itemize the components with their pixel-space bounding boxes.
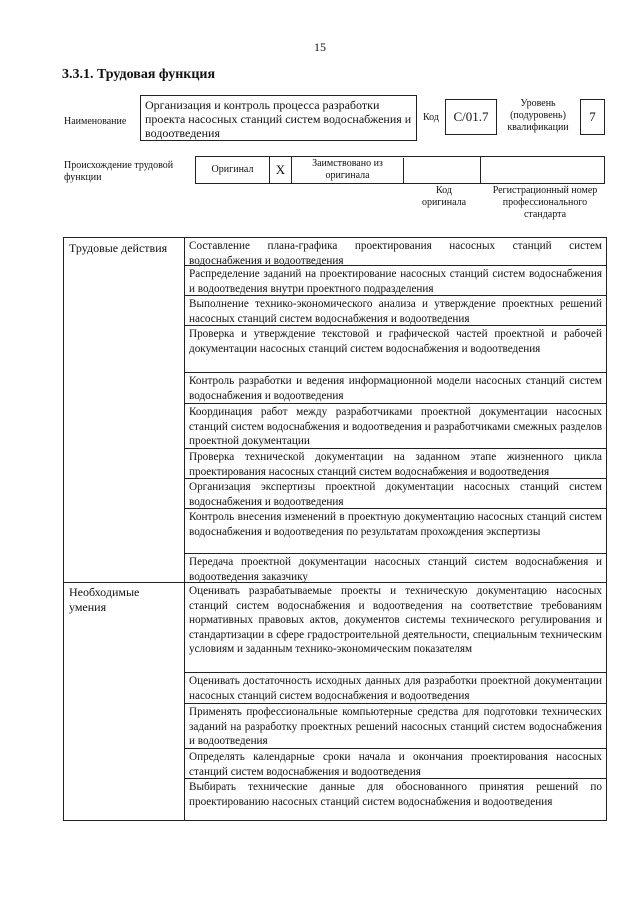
group-divider [64, 582, 185, 583]
table-row: Определять календарные сроки начала и окончания проектирования насосных станций систем водоснабжения и водоотведения [185, 749, 606, 779]
section-title: 3.3.1. Трудовая функция [62, 67, 216, 82]
origin-label: Происхождение трудовой функции [64, 160, 174, 183]
table-row: Применять профессиональные компьютерные средства для подготовки технических заданий на разработку проектных решений насосных станций систем водоснабжения и водоотведения [185, 704, 606, 749]
table-label-column [64, 238, 185, 820]
code-value: С/01.7 [445, 99, 497, 135]
borrowed-label: Заимствовано из оригинала [292, 158, 404, 184]
table-row: Распределение заданий на проектирование насосных станций систем водоснабжения и водоотведения внутри проектного подразделения [185, 266, 606, 296]
code-original-label: Код оригинала [421, 185, 467, 208]
table-row: Организация экспертизы проектной документации насосных станций систем водоснабжения и водоотведения [185, 479, 606, 509]
labor-function-table [63, 237, 607, 821]
table-row: Проверка технической документации на заданном этапе жизненного цикла проектирования насосных станций систем водоснабжения и водоотведения [185, 449, 606, 479]
group-label-actions: Трудовые действия [69, 241, 168, 255]
table-row: Проверка и утверждение текстовой и графической частей проектной и рабочей документации насосных станций систем водоснабжения и водоотведения [185, 326, 606, 373]
code-original-cell [404, 157, 481, 183]
table-rows [185, 238, 606, 820]
code-label: Код [423, 112, 439, 123]
table-row: Оценивать разрабатываемые проекты и техническую документацию насосных станций систем водоснабжения и водоотведения на соответствие требованиям нормативных правовых актов, документов системы технического регулирования и стандартизации в сфере градостроительной деятельности, специальным техническим условиям и заданным технико-экономическим показателям [185, 583, 606, 673]
group-label-skills: Необходимые умения [69, 585, 140, 614]
reg-number-label: Регистрационный номер профессионального стандарта [492, 185, 598, 220]
level-value: 7 [580, 99, 605, 135]
name-label: Наименование [64, 116, 127, 127]
function-name: Организация и контроль процесса разработки проекта насосных станций систем водоснабжения и водоотведения [140, 95, 417, 141]
page-number: 15 [314, 40, 326, 54]
table-row: Составление плана-графика проектирования насосных станций систем водоснабжения и водоотведения [185, 238, 606, 266]
table-row: Координация работ между разработчиками проектной документации насосных станций систем водоснабжения и водоотведения и разработчиками смежных разделов проектной документации [185, 404, 606, 449]
table-row: Контроль внесения изменений в проектную документацию насосных станций систем водоснабжения и водоотведения по результатам прохождения экспертизы [185, 509, 606, 554]
original-mark: X [270, 157, 292, 183]
table-row: Оценивать достаточность исходных данных для разработки проектной документации насосных станций систем водоснабжения и водоотведения [185, 673, 606, 704]
origin-table [195, 156, 605, 184]
table-row: Выбирать технические данные для обоснованного принятия решений по проектированию насосных станций систем водоснабжения и водоотведения [189, 781, 602, 808]
table-row: Передача проектной документации насосных станций систем водоснабжения и водоотведения заказчику [185, 554, 606, 583]
level-label: Уровень (подуровень) квалификации [507, 98, 569, 133]
table-row: Контроль разработки и ведения информационной модели насосных станций систем водоснабжения и водоотведения [185, 373, 606, 404]
table-row: Выполнение технико-экономического анализа и утверждение проектных решений насосных станций систем водоснабжения и водоотведения [185, 296, 606, 326]
original-label: Оригинал [196, 157, 270, 183]
reg-number-cell [481, 157, 604, 183]
